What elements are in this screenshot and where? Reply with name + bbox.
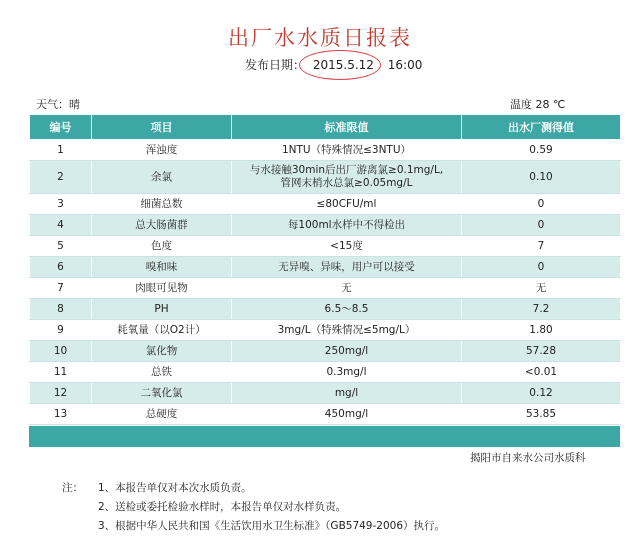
cell-measured: 7 bbox=[462, 236, 621, 257]
publish-date: 2015.5.12 bbox=[312, 58, 374, 72]
cell-number: 13 bbox=[30, 404, 92, 425]
report-title: 出厂水水质日报表 bbox=[228, 26, 412, 50]
header-measured: 出水厂测得值 bbox=[462, 115, 621, 140]
cell-measured: 53.85 bbox=[462, 404, 621, 425]
header-item: 项目 bbox=[92, 115, 232, 140]
cell-item: 浑浊度 bbox=[92, 140, 232, 161]
note-item: 2、送检或委托检验水样时，本报告单仅对水样负责。 bbox=[98, 501, 347, 513]
table-row bbox=[30, 362, 621, 383]
cell-measured: 无 bbox=[462, 278, 621, 299]
cell-number: 2 bbox=[30, 161, 92, 194]
table-row bbox=[30, 236, 621, 257]
cell-number: 5 bbox=[30, 236, 92, 257]
table-row bbox=[30, 257, 621, 278]
cell-measured: 0.10 bbox=[462, 161, 621, 194]
cell-standard: 3mg/L（特殊情况≤5mg/L） bbox=[232, 320, 462, 341]
temperature: 温度 28 ℃ bbox=[510, 98, 566, 111]
cell-item: PH bbox=[92, 299, 232, 320]
cell-measured: 0 bbox=[462, 194, 621, 215]
cell-measured: <0.01 bbox=[462, 362, 621, 383]
table-row bbox=[30, 161, 621, 194]
cell-item: 余氯 bbox=[92, 161, 232, 194]
cell-item: 总铁 bbox=[92, 362, 232, 383]
date-highlight-circle bbox=[299, 50, 381, 80]
table-row bbox=[30, 341, 621, 362]
cell-standard: 与水接触30min后出厂游离氯≥0.1mg/L, 管网末梢水总氯≥0.05mg/L bbox=[232, 161, 462, 194]
cell-item: 耗氧量（以O2计） bbox=[92, 320, 232, 341]
cell-number: 8 bbox=[30, 299, 92, 320]
cell-number: 12 bbox=[30, 383, 92, 404]
cell-standard: <15度 bbox=[232, 236, 462, 257]
cell-standard: 无 bbox=[232, 278, 462, 299]
cell-item: 二氧化氯 bbox=[92, 383, 232, 404]
table-row bbox=[30, 215, 621, 236]
water-quality-table bbox=[29, 114, 621, 425]
cell-standard: mg/l bbox=[232, 383, 462, 404]
cell-item: 氯化物 bbox=[92, 341, 232, 362]
publish-line bbox=[245, 56, 422, 73]
cell-item: 总大肠菌群 bbox=[92, 215, 232, 236]
cell-measured: 7.2 bbox=[462, 299, 621, 320]
cell-number: 3 bbox=[30, 194, 92, 215]
cell-item: 肉眼可见物 bbox=[92, 278, 232, 299]
header-number: 编号 bbox=[30, 115, 92, 140]
cell-measured: 0.12 bbox=[462, 383, 621, 404]
cell-number: 11 bbox=[30, 362, 92, 383]
note-item: 1、本报告单仅对本次水质负责。 bbox=[98, 482, 252, 494]
cell-item: 细菌总数 bbox=[92, 194, 232, 215]
table-row bbox=[30, 383, 621, 404]
cell-standard: 6.5～8.5 bbox=[232, 299, 462, 320]
cell-item: 嗅和味 bbox=[92, 257, 232, 278]
table-row bbox=[30, 278, 621, 299]
table-footer-bar bbox=[29, 426, 620, 447]
cell-number: 1 bbox=[30, 140, 92, 161]
publish-date-wrapper bbox=[309, 58, 378, 72]
cell-measured: 1.80 bbox=[462, 320, 621, 341]
publish-time: 16:00 bbox=[387, 58, 423, 72]
table-row bbox=[30, 299, 621, 320]
note-item: 3、根据中华人民共和国《生活饮用水卫生标准》（GB5749-2006）执行。 bbox=[98, 520, 446, 532]
table-row bbox=[30, 140, 621, 161]
cell-item: 总硬度 bbox=[92, 404, 232, 425]
table-row bbox=[30, 194, 621, 215]
cell-number: 4 bbox=[30, 215, 92, 236]
cell-standard: 1NTU（特殊情况≤3NTU） bbox=[232, 140, 462, 161]
publish-label: 发布日期： bbox=[245, 58, 306, 72]
cell-standard: 450mg/l bbox=[232, 404, 462, 425]
header-standard: 标准限值 bbox=[232, 115, 462, 140]
cell-item: 色度 bbox=[92, 236, 232, 257]
cell-number: 9 bbox=[30, 320, 92, 341]
notes-label: 注： bbox=[62, 482, 83, 494]
cell-standard: ≤80CFU/ml bbox=[232, 194, 462, 215]
weather: 天气：晴 bbox=[36, 98, 80, 111]
table-row bbox=[30, 320, 621, 341]
table-header-row bbox=[30, 115, 621, 140]
cell-standard: 250mg/l bbox=[232, 341, 462, 362]
cell-number: 10 bbox=[30, 341, 92, 362]
cell-measured: 0.59 bbox=[462, 140, 621, 161]
cell-measured: 0 bbox=[462, 257, 621, 278]
cell-number: 7 bbox=[30, 278, 92, 299]
cell-measured: 0 bbox=[462, 215, 621, 236]
cell-standard: 无异嗅、异味，用户可以接受 bbox=[232, 257, 462, 278]
cell-number: 6 bbox=[30, 257, 92, 278]
cell-standard: 0.3mg/l bbox=[232, 362, 462, 383]
cell-standard: 每100ml水样中不得检出 bbox=[232, 215, 462, 236]
table-row bbox=[30, 404, 621, 425]
agency-name: 揭阳市自来水公司水质科 bbox=[470, 452, 586, 464]
cell-measured: 57.28 bbox=[462, 341, 621, 362]
